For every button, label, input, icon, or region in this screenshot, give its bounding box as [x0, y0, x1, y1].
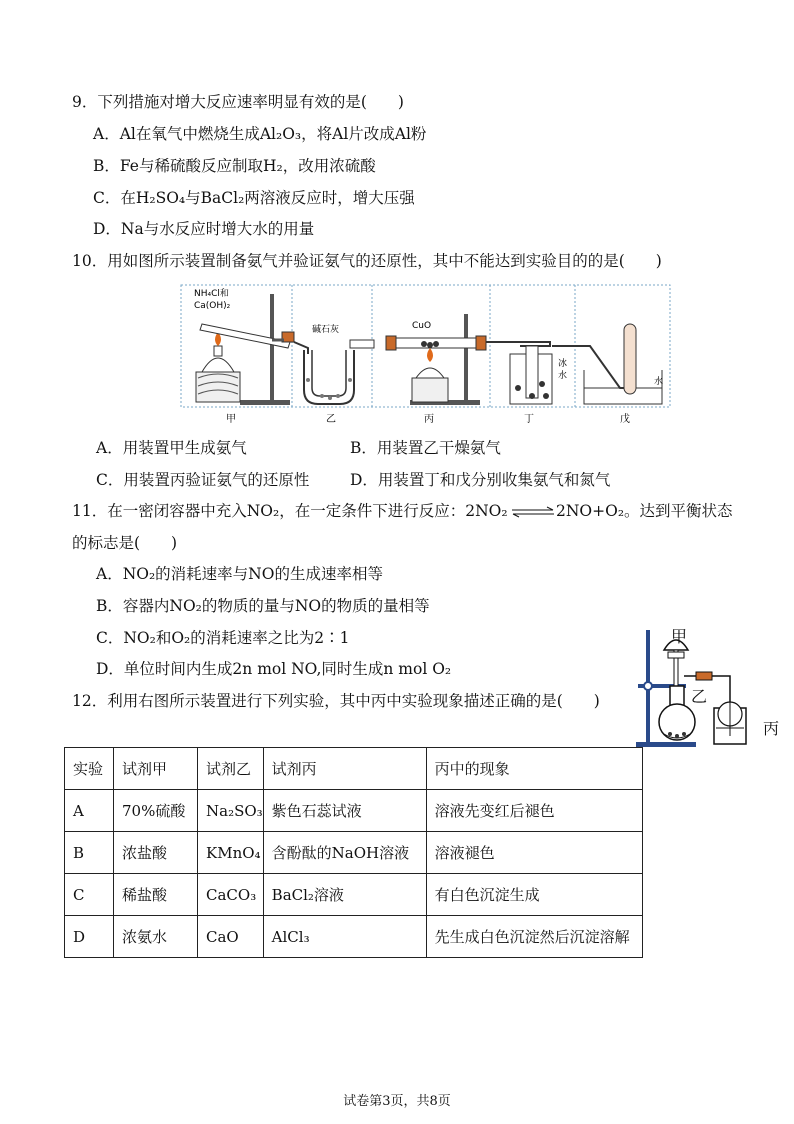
table-cell: CaO [198, 916, 264, 958]
q11-stem-c: 的标志是( ) [72, 534, 178, 552]
equilibrium-arrow-icon [511, 506, 555, 518]
q11-stem-b: 2NO+O₂。达到平衡状态 [556, 502, 733, 520]
table-cell: KMnO₄ [198, 832, 264, 874]
q10-stem: 10．用如图所示装置制备氨气并验证氨气的还原性，其中不能达到实验目的的是( ) [72, 252, 662, 270]
label-water: 水 [654, 377, 664, 387]
table-cell: A [65, 790, 114, 832]
panel-label-jia: 甲 [226, 414, 236, 425]
figure-label-yi: 乙 [691, 687, 708, 706]
q9-stem: 9．下列措施对增大反应速率明显有效的是( ) [72, 93, 404, 111]
apparatus-wu [576, 324, 662, 404]
table-cell: BaCl₂溶液 [263, 874, 426, 916]
label-ice-1: 冰 [558, 359, 568, 369]
apparatus-bing [386, 314, 486, 405]
table-cell: 含酚酞的NaOH溶液 [263, 832, 426, 874]
q10-option-c: C．用装置丙验证氨气的还原性 [96, 471, 310, 489]
table-header-cell: 试剂丙 [263, 748, 426, 790]
label-ice-2: 水 [558, 371, 568, 381]
q9-option-c: C．在H₂SO₄与BaCl₂两溶液反应时，增大压强 [93, 189, 415, 207]
figure-label-jia: 甲 [671, 627, 688, 646]
label-cuo: CuO [412, 321, 432, 331]
q12-table [64, 747, 643, 958]
table-header-cell: 试剂乙 [198, 748, 264, 790]
table-cell: AlCl₃ [263, 916, 426, 958]
table-header-cell: 试剂甲 [114, 748, 198, 790]
q11-option-b: B．容器内NO₂的物质的量与NO的物质的量相等 [96, 597, 430, 615]
table-cell: CaCO₃ [198, 874, 264, 916]
table-cell: D [65, 916, 114, 958]
q10-option-d: D．用装置丁和戊分别收集氨气和氮气 [350, 471, 611, 489]
q10-option-b: B．用装置乙干燥氨气 [350, 439, 501, 457]
label-reagent-1: NH₄Cl和 [194, 289, 229, 299]
label-soda-lime: 碱石灰 [312, 325, 340, 335]
panel-label-yi: 乙 [326, 414, 336, 425]
panel-label-wu: 戊 [620, 414, 630, 425]
table-cell: Na₂SO₃ [198, 790, 264, 832]
table-cell: B [65, 832, 114, 874]
table-cell: 溶液先变红后褪色 [426, 790, 642, 832]
panel-label-bing: 丙 [424, 414, 434, 425]
table-cell: 浓盐酸 [114, 832, 198, 874]
table-header-row [65, 748, 643, 790]
table-cell: 先生成白色沉淀然后沉淀溶解 [426, 916, 642, 958]
table-cell: 浓氨水 [114, 916, 198, 958]
table-cell: 紫色石蕊试液 [263, 790, 426, 832]
figure-label-bing: 丙 [763, 719, 780, 738]
table-cell: 有白色沉淀生成 [426, 874, 642, 916]
table-header-cell: 丙中的现象 [426, 748, 642, 790]
q9-option-b: B．Fe与稀硫酸反应制取H₂，改用浓硫酸 [93, 157, 376, 175]
panel-label-ding: 丁 [524, 414, 534, 425]
q11-stem-a: 11．在一密闭容器中充入NO₂，在一定条件下进行反应：2NO₂ [72, 502, 508, 520]
table-cell: C [65, 874, 114, 916]
table-header-cell: 实验 [65, 748, 114, 790]
q11-option-c: C．NO₂和O₂的消耗速率之比为2∶1 [96, 629, 350, 647]
label-reagent-2: Ca(OH)₂ [194, 301, 231, 311]
apparatus-yi [294, 340, 374, 404]
table-row [65, 874, 643, 916]
q9-option-a: A．Al在氧气中燃烧生成Al₂O₃，将Al片改成Al粉 [93, 125, 427, 143]
table-row [65, 916, 643, 958]
table-row [65, 832, 643, 874]
table-cell: 溶液褪色 [426, 832, 642, 874]
q10-apparatus-figure [180, 284, 672, 426]
table-cell: 70%硫酸 [114, 790, 198, 832]
q11-option-d: D．单位时间内生成2n mol NO,同时生成n mol O₂ [96, 660, 452, 678]
q11-option-a: A．NO₂的消耗速率与NO的生成速率相等 [96, 565, 383, 583]
table-row [65, 790, 643, 832]
page-footer: 试卷第3页，共8页 [343, 1094, 451, 1109]
q12-stem: 12．利用右图所示装置进行下列实验，其中丙中实验现象描述正确的是( ) [72, 692, 600, 710]
q9-option-d: D．Na与水反应时增大水的用量 [93, 220, 315, 238]
q10-option-a: A．用装置甲生成氨气 [96, 439, 247, 457]
table-cell: 稀盐酸 [114, 874, 198, 916]
